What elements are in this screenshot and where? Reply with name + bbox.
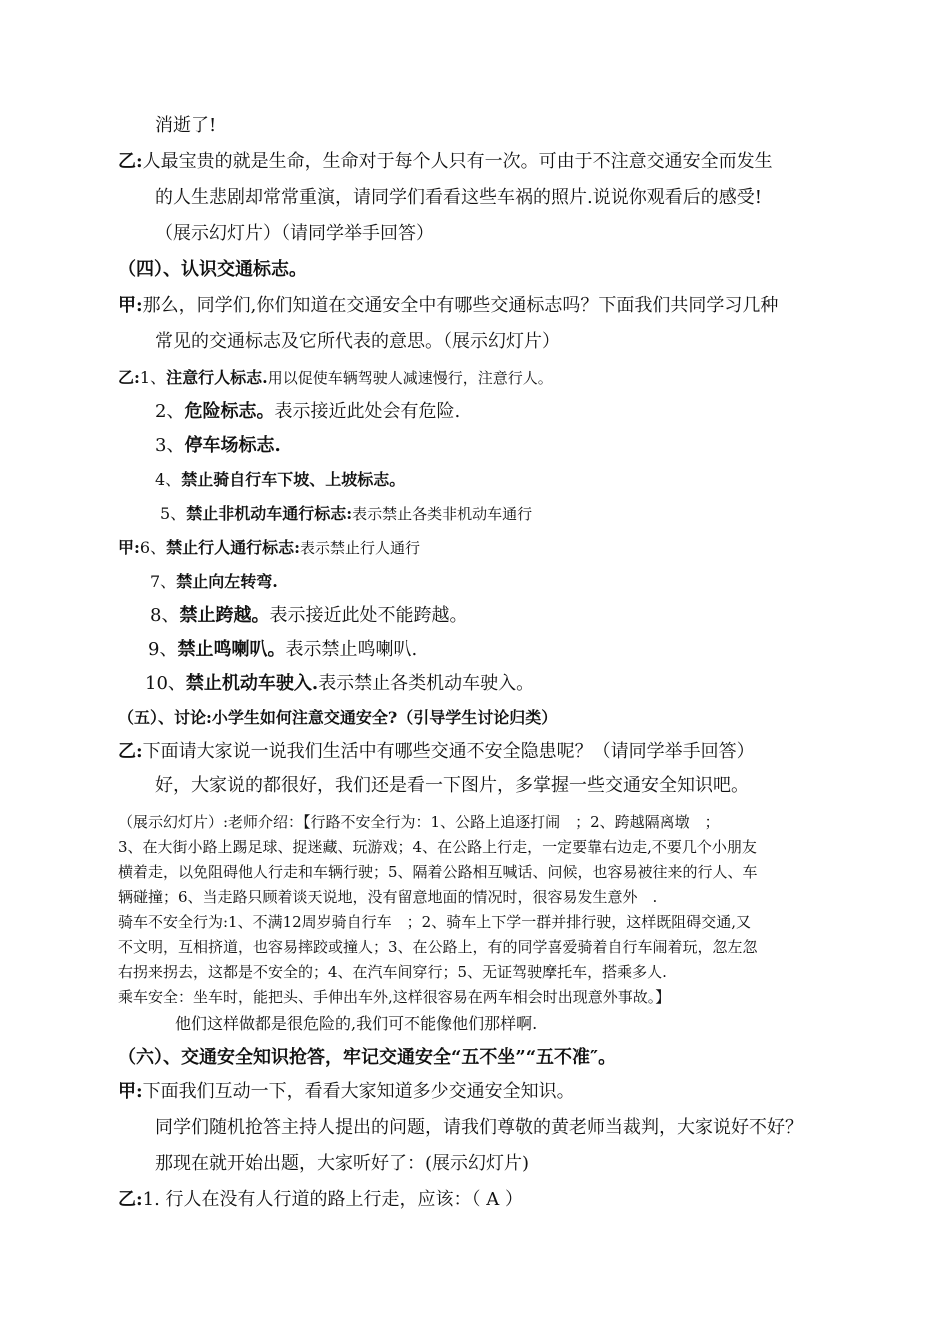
text-line: 辆碰撞；6、当走路只顾着谈天说地，没有留意地面的情况时，很容易发生意外 . (118, 888, 658, 906)
text-line: 好，大家说的都很好，我们还是看一下图片，多掌握一些交通安全知识吧。 (155, 775, 749, 796)
sign-item: 4、禁止骑自行车下坡、上坡标志。 (155, 470, 406, 489)
text-line: 右拐来拐去，这都是不安全的；4、在汽车间穿行；5、无证驾驶摩托车，搭乘多人. (118, 963, 667, 981)
sign-item: 2、危险标志。表示接近此处会有危险. (155, 401, 461, 422)
text-line: 那现在就开始出题，大家听好了：(展示幻灯片) (155, 1153, 530, 1174)
text-line: 3、在大街小路上踢足球、捉迷藏、玩游戏；4、在公路上行走，一定要靠右边走,不要几个小朋友 (118, 838, 757, 856)
text-line: （展示幻灯片）（请同学举手回答） (155, 223, 434, 244)
sign-item: 乙:1、注意行人标志.用以促使车辆驾驶人减速慢行，注意行人。 (118, 368, 553, 387)
text-line: 同学们随机抢答主持人提出的问题，请我们尊敬的黄老师当裁判，大家说好不好？ (155, 1117, 803, 1138)
sign-item: 7、禁止向左转弯. (150, 572, 278, 591)
section-heading: （五）、讨论:小学生如何注意交通安全?（引导学生讨论归类） (118, 708, 558, 727)
text-line: 横着走，以免阻碍他人行走和车辆行驶；5、隔着公路相互喊话、问候，也容易被往来的行人、车 (118, 863, 758, 881)
sign-item: 9、禁止鸣喇叭。表示禁止鸣喇叭. (148, 639, 418, 660)
text-line: （展示幻灯片）:老师介绍：【行路不安全行为：1、公路上追逐打闹 ；2、跨越隔离墩 ； (118, 813, 720, 831)
sign-item: 甲:6、禁止行人通行标志:表示禁止行人通行 (118, 538, 421, 557)
dialogue-line: 乙:下面请大家说一说我们生活中有哪些交通不安全隐患呢？（请同学举手回答） (118, 741, 755, 762)
text-line: 常见的交通标志及它所代表的意思。（展示幻灯片） (155, 331, 560, 352)
text-line: 骑车不安全行为:1、不满12周岁骑自行车 ；2、骑车上下学一群并排行驶，这样既阻碍交通,又 (118, 913, 751, 931)
speaker-label: 乙: (118, 1189, 143, 1210)
section-heading: （四）、认识交通标志。 (118, 259, 307, 280)
text-line: 乘车安全：坐车时，能把头、手伸出车外,这样很容易在两车相会时出现意外事故。】 (118, 988, 671, 1006)
sign-item: 5、禁止非机动车通行标志:表示禁止各类非机动车通行 (160, 504, 533, 523)
sign-item: 3、停车场标志. (155, 435, 281, 456)
sign-item: 8、禁止跨越。表示接近此处不能跨越。 (150, 605, 468, 626)
text-line: 不文明，互相挤道，也容易摔跤或撞人；3、在公路上，有的同学喜爱骑着自行车闹着玩，忽左忽 (118, 938, 758, 956)
dialogue-line: 乙:1. 行人在没有人行道的路上行走，应该：（ A ） (118, 1189, 523, 1210)
speaker-label: 甲: (118, 295, 143, 316)
dialogue-line: 乙:人最宝贵的就是生命，生命对于每个人只有一次。可由于不注意交通安全而发生 (118, 151, 773, 172)
speaker-label: 乙: (118, 368, 140, 387)
speaker-label: 甲: (118, 538, 140, 557)
text-line: 他们这样做都是很危险的,我们可不能像他们那样啊. (175, 1014, 538, 1033)
dialogue-line: 甲:下面我们互动一下，看看大家知道多少交通安全知识。 (118, 1081, 575, 1102)
text-line: 消逝了! (155, 115, 217, 136)
speaker-label: 乙: (118, 741, 143, 762)
section-heading: （六）、交通安全知识抢答，牢记交通安全“五不坐”“五不准″。 (118, 1047, 617, 1068)
speaker-label: 乙: (118, 151, 143, 172)
dialogue-line: 甲:那么，同学们,你们知道在交通安全中有哪些交通标志吗？下面我们共同学习几种 (118, 295, 779, 316)
text-line: 的人生悲剧却常常重演，请同学们看看这些车祸的照片.说说你观看后的感受! (155, 187, 762, 208)
speaker-label: 甲: (118, 1081, 143, 1102)
sign-item: 10、禁止机动车驶入.表示禁止各类机动车驶入。 (145, 673, 535, 694)
